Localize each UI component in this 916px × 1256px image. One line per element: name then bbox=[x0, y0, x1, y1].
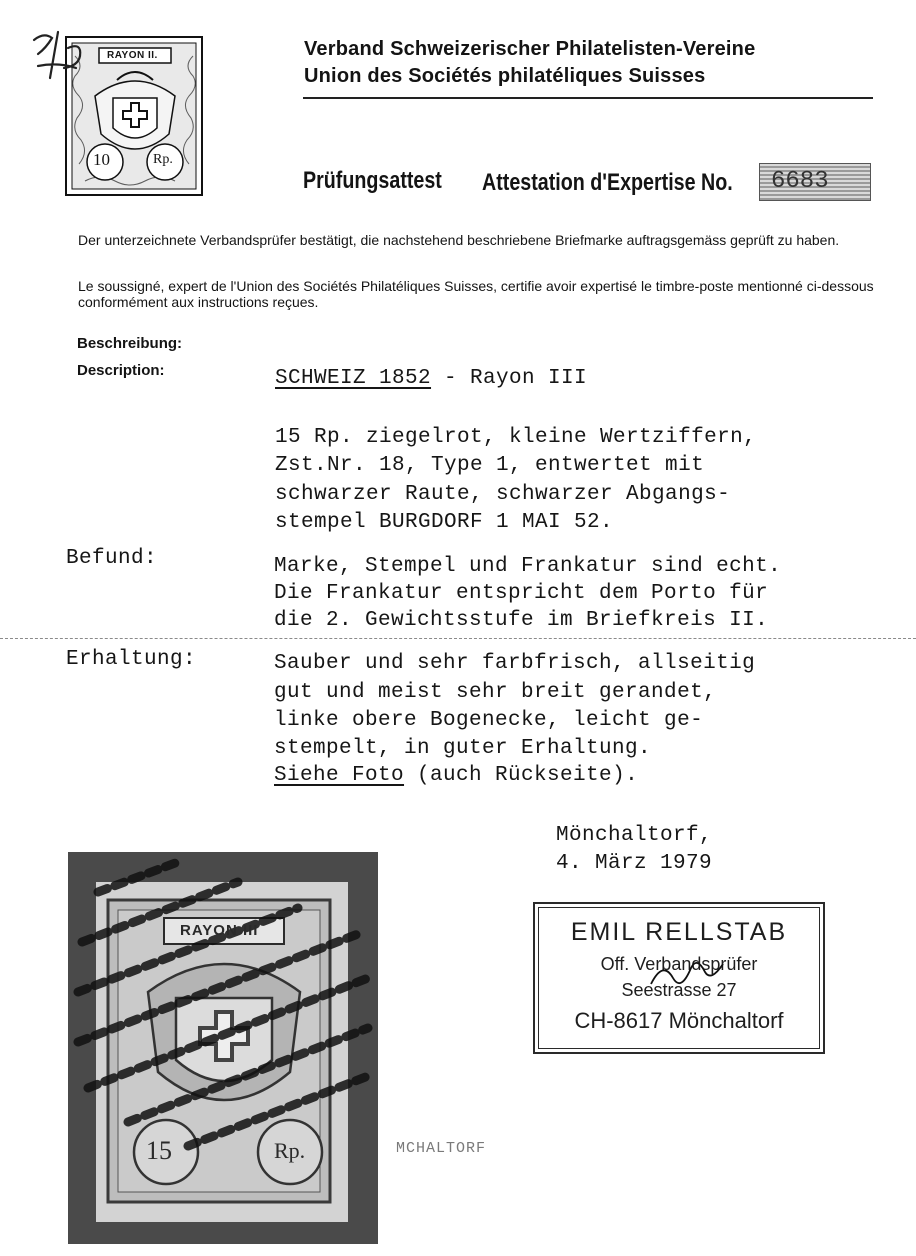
handwritten-mark-graphic bbox=[28, 26, 98, 86]
place-text: Mönchaltorf, bbox=[556, 824, 713, 847]
description-heading-country: SCHWEIZ 1852 bbox=[275, 367, 432, 390]
expert-name: EMIL RELLSTAB bbox=[570, 918, 788, 946]
expert-city: CH-8617 Mönchaltorf bbox=[574, 1008, 784, 1033]
description-line-2: Zst.Nr. 18, Type 1, entwertet mit bbox=[275, 454, 705, 477]
erhaltung-line-5 bbox=[274, 762, 638, 789]
befund-line-3: die 2. Gewichtsstufe im Briefkreis II. bbox=[274, 609, 769, 632]
photo-value-text: 15 bbox=[146, 1136, 172, 1165]
label-erhaltung: Erhaltung: bbox=[66, 648, 197, 671]
handwritten-mark bbox=[28, 26, 98, 91]
photo-reference-link: Siehe Foto bbox=[274, 764, 405, 787]
logo-unit-text: Rp. bbox=[153, 152, 173, 167]
erhaltung-line-1: Sauber und sehr farbfrisch, allseitig bbox=[274, 652, 756, 675]
org-name-french: Union des Sociétés philatéliques Suisses bbox=[304, 65, 706, 87]
title-german-wrap bbox=[303, 167, 472, 195]
title-french-wrap bbox=[482, 169, 788, 197]
expert-title: Off. Verbandsprüfer bbox=[600, 954, 758, 974]
label-beschreibung: Beschreibung: bbox=[77, 335, 183, 352]
erhaltung-line-2: gut und meist sehr breit gerandet, bbox=[274, 681, 717, 704]
befund-line-1: Marke, Stempel und Frankatur sind echt. bbox=[274, 555, 782, 578]
photo-reference-note: (auch Rückseite). bbox=[404, 764, 639, 787]
logo-value-text: 10 bbox=[93, 150, 110, 169]
header-rule bbox=[303, 97, 873, 99]
description-line-3: schwarzer Raute, schwarzer Abgangs- bbox=[275, 483, 731, 506]
photo-postmark-text: MCHALTORF bbox=[396, 1140, 487, 1157]
description-line-1: 15 Rp. ziegelrot, kleine Wertziffern, bbox=[275, 426, 757, 449]
handwritten-signature bbox=[645, 948, 735, 998]
erhaltung-line-3: linke obere Bogenecke, leicht ge- bbox=[274, 709, 704, 732]
description-heading-rayon: - Rayon III bbox=[431, 367, 588, 390]
logo-banner-text: RAYON II. bbox=[107, 50, 158, 61]
description-line-4: stempel BURGDORF 1 MAI 52. bbox=[275, 511, 614, 534]
stamp-photo bbox=[68, 852, 378, 1244]
title-german: Prüfungsattest bbox=[303, 167, 442, 194]
section-divider bbox=[0, 638, 916, 639]
befund-line-2: Die Frankatur entspricht dem Porto für bbox=[274, 582, 769, 605]
expert-street: Seestrasse 27 bbox=[621, 980, 737, 1000]
label-befund: Befund: bbox=[66, 547, 158, 570]
photo-unit-text: Rp. bbox=[274, 1138, 306, 1163]
org-name-german: Verband Schweizerischer Philatelisten-Vereine bbox=[304, 38, 756, 60]
intro-french: Le soussigné, expert de l'Union des Sociétés Philatéliques Suisses, certifie avoir expertisé le timbre-poste mentionné ci-dessous conformément aux instructions reçues. bbox=[78, 278, 874, 310]
erhaltung-line-4: stempelt, in guter Erhaltung. bbox=[274, 737, 652, 760]
description-heading bbox=[275, 365, 587, 392]
label-description: Description: bbox=[77, 362, 165, 379]
date-text: 4. März 1979 bbox=[556, 852, 713, 875]
photo-banner-text: RAYON III bbox=[180, 922, 259, 939]
expert-signature-stamp bbox=[533, 902, 825, 1054]
intro-german: Der unterzeichnete Verbandsprüfer bestätigt, die nachstehend beschriebene Briefmarke auftragsgemäss geprüft zu haben. bbox=[78, 232, 840, 248]
title-french: Attestation d'Expertise No. bbox=[482, 169, 733, 196]
certificate-number: 6683 bbox=[771, 168, 829, 195]
stamp-photo-graphic bbox=[68, 852, 378, 1244]
